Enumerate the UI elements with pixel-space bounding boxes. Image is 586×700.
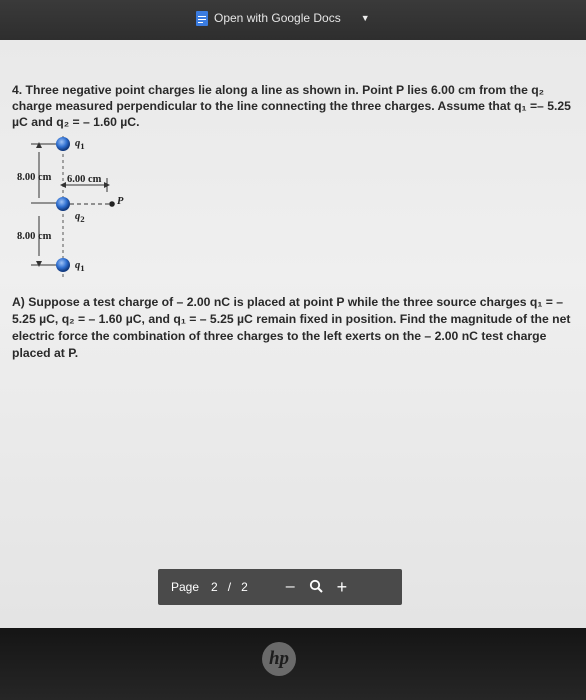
current-page[interactable]: 2 [211,580,218,594]
viewer-topbar [0,0,586,40]
page-toolbar [158,569,402,605]
document-page [0,40,586,628]
label-dist-top: 8.00 cm [17,172,52,183]
total-pages: 2 [241,580,248,594]
zoom-in-button[interactable]: + [336,576,348,597]
open-with-label: Open with Google Docs [214,11,341,25]
label-q1-top: $q_1$ [75,138,85,152]
part-a-text: A) Suppose a test charge of – 2.00 nC is placed at point P while the three source charges q₁ = – 5.25 µC, q₂ = – 1.60 µC, and q₁ = – 5.25 µC remain fixed in position. Find the magnitude of the net electric force the combination of three charges to the left exerts on the – 2.00 nC test charge placed at P. [12,295,571,360]
google-docs-icon [196,11,208,26]
magnifier-icon[interactable] [309,579,323,596]
open-with-google-docs-button[interactable] [196,7,370,29]
charge-q1-top [56,137,70,151]
question-text: 4. Three negative point charges lie along a line as shown in. Point P lies 6.00 cm from the q₂ charge measured perpendicular to the line connecting the three charges. Assume that q₁ =– 5.25 µC and q₂ = – 1.60 µC. [12,83,571,129]
charge-q1-bottom [56,258,70,272]
label-dist-horizontal: 6.00 cm [67,174,102,185]
page-label: Page [171,580,200,594]
page-separator: / [227,580,232,594]
hp-logo: hp [262,642,296,676]
zoom-out-button[interactable]: – [285,578,295,595]
label-q2: $q_2$ [75,211,85,225]
point-p [109,201,115,207]
label-q1-bottom: $q_1$ [75,260,85,274]
caret-down-icon[interactable]: ▼ [360,13,370,23]
label-dist-bottom: 8.00 cm [17,231,52,242]
charge-q2 [56,197,70,211]
label-point-p: P [117,196,124,207]
